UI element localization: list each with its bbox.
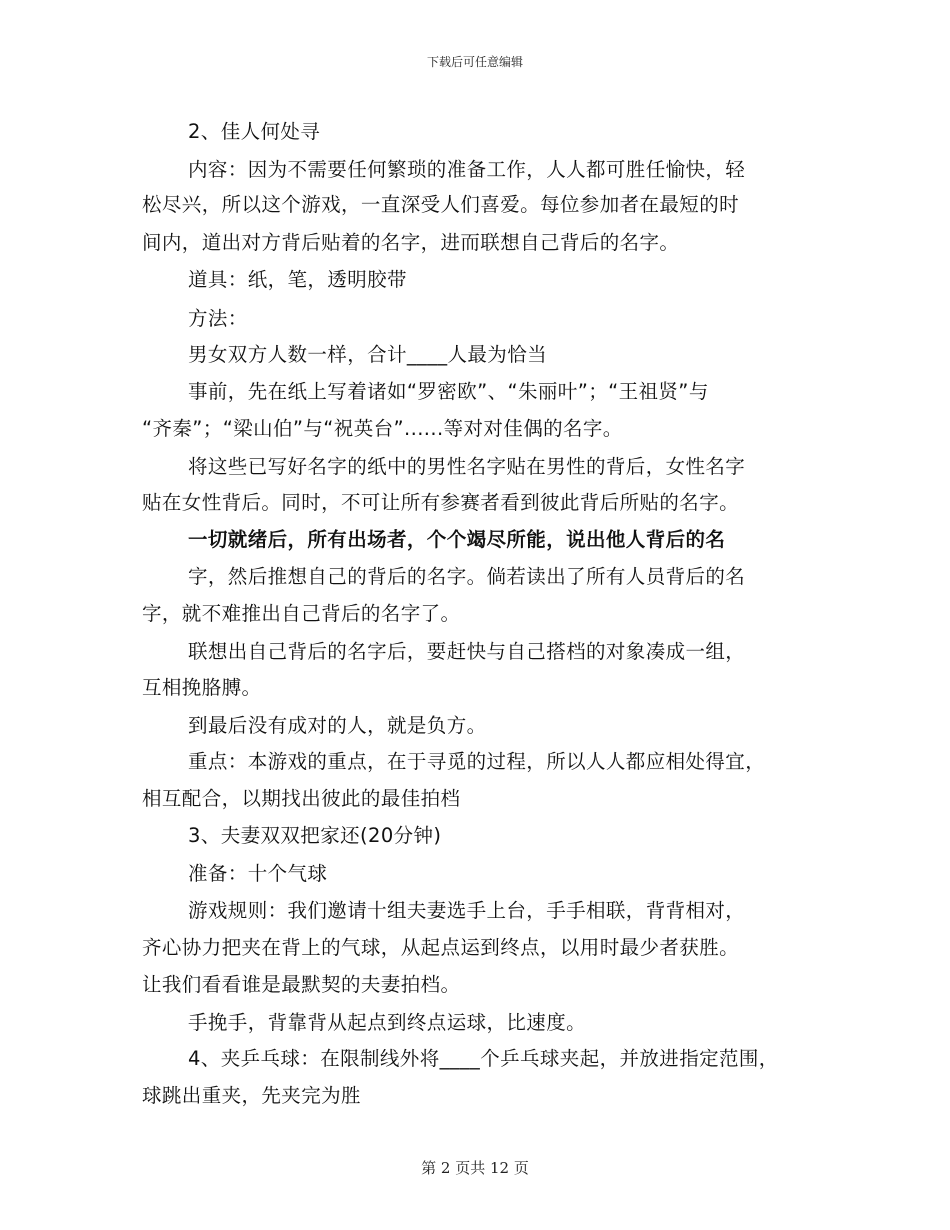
text-line: “齐秦”；“梁山伯”与“祝英台”......等对对佳偶的名字。 bbox=[142, 417, 623, 440]
text-line: 将这些已写好名字的纸中的男性名字贴在男性的背后，女性名字 bbox=[188, 455, 746, 478]
text-line: 相互配合，以期找出彼此的最佳拍档 bbox=[142, 787, 461, 810]
section-heading: 3、夫妻双双把家还(20分钟) bbox=[188, 824, 442, 847]
text-line: 男女双方人数一样，合计____人最为恰当 bbox=[188, 343, 548, 366]
text-line: 让我们看看谁是最默契的夫妻拍档。 bbox=[142, 973, 461, 996]
text-line: 重点：本游戏的重点，在于寻觅的过程，所以人人都应相处得宜， bbox=[188, 750, 766, 773]
page-header: 下载后可任意编辑 bbox=[426, 55, 523, 69]
text-line: 道具：纸，笔，透明胶带 bbox=[188, 268, 407, 291]
section-heading: 2、佳人何处寻 bbox=[188, 120, 321, 143]
text-line: 间内，道出对方背后贴着的名字，进而联想自己背后的名字。 bbox=[142, 231, 680, 254]
text-line: 字，然后推想自己的背后的名字。倘若读出了所有人员背后的名 bbox=[188, 565, 746, 588]
text-line: 贴在女性背后。同时，不可让所有参赛者看到彼此背后所贴的名字。 bbox=[142, 491, 740, 514]
text-line: 联想出自己背后的名字后，要赶快与自己搭档的对象凑成一组， bbox=[188, 640, 746, 663]
text-line: 手挽手，背靠背从起点到终点运球，比速度。 bbox=[188, 1011, 587, 1034]
text-line: 齐心协力把夹在背上的气球，从起点运到终点，以用时最少者获胜。 bbox=[142, 936, 740, 959]
bold-text-line: 一切就绪后，所有出场者，个个竭尽所能，说出他人背后的名 bbox=[188, 528, 726, 551]
text-line: 事前，先在纸上写着诸如“罗密欧”、“朱丽叶”；“王祖贤”与 bbox=[188, 380, 709, 403]
section-heading: 4、夹乒乓球：在限制线外将____个乒乓球夹起，并放进指定范围， bbox=[188, 1047, 779, 1070]
text-line: 松尽兴，所以这个游戏，一直深受人们喜爱。每位参加者在最短的时 bbox=[142, 193, 740, 216]
page-footer: 第 2 页共 12 页 bbox=[421, 1159, 529, 1177]
text-line: 球跳出重夹，先夹完为胜 bbox=[142, 1084, 361, 1107]
text-line: 到最后没有成对的人，就是负方。 bbox=[188, 714, 487, 737]
text-line: 字，就不难推出自己背后的名字了。 bbox=[142, 602, 461, 625]
text-line: 内容：因为不需要任何繁琐的准备工作，人人都可胜任愉快，轻 bbox=[188, 158, 746, 181]
text-line: 互相挽胳膊。 bbox=[142, 676, 262, 699]
text-line: 方法： bbox=[188, 307, 248, 330]
text-line: 准备：十个气球 bbox=[188, 862, 328, 885]
text-line: 游戏规则：我们邀请十组夫妻选手上台，手手相联，背背相对， bbox=[188, 899, 746, 922]
